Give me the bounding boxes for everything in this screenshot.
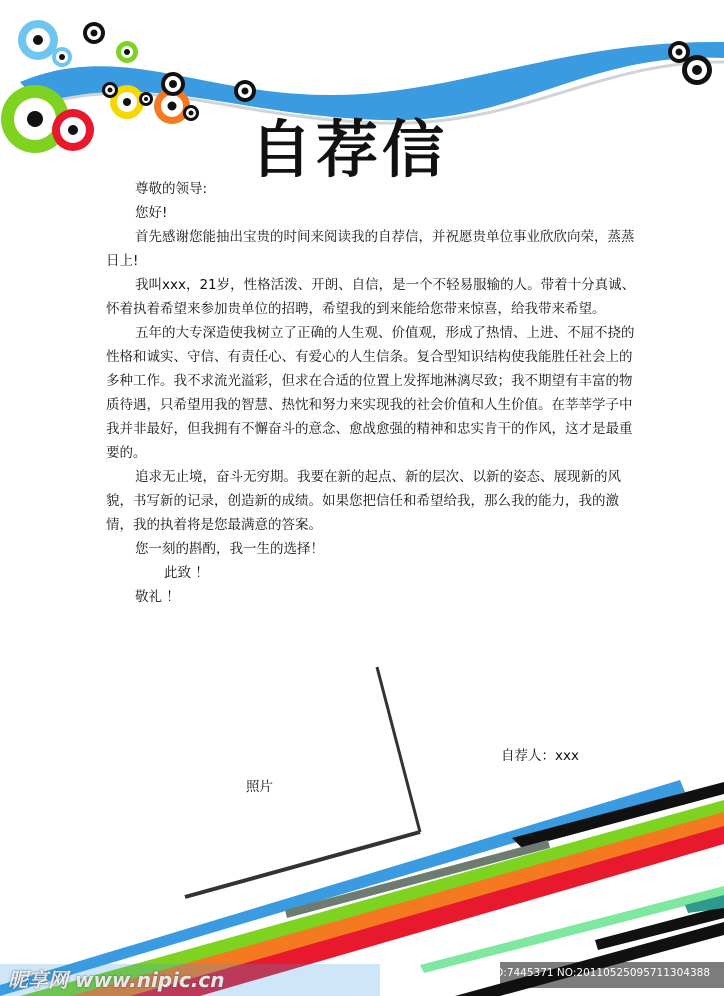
letter-salutation: 尊敬的领导:: [135, 181, 208, 197]
letter-closing-2: 敬礼 ！: [135, 589, 180, 605]
letter-paragraph-1: 首先感谢您能抽出宝贵的时间来阅读我的自荐信，并祝愿贵单位事业欣欣向荣，蒸蒸日上!: [106, 229, 635, 269]
page-title: 自荐信: [250, 113, 449, 186]
photo-label: 照片: [246, 779, 273, 795]
letter-paragraph-5: 您一刻的斟酌，我一生的选择！: [135, 541, 324, 557]
letter-body: [106, 177, 636, 609]
photo-frame: [185, 667, 420, 897]
letter-paragraph-3: 五年的大专深造使我树立了正确的人生观、价值观，形成了热情、上进、不屈不挠的性格和诚实、守信、有责任心、有爱心的人生信条。复合型知识结构使我能胜任社会上的多种工作。我不求流光溢彩，但求在合适的位置上发挥地淋漓尽致；我不期望有丰富的物质待遇，只希望用我的智慧、热忱和努力来实现我的社会价值和人生价值。在莘莘学子中我并非最好，但我拥有不懈奋斗的意念、愈战愈强的精神和忠实肯干的作风，这才是最重要的。: [106, 325, 635, 461]
site-watermark: 昵享网 www.nipic.cn: [8, 968, 225, 992]
letter-paragraph-2: 我叫xxx，21岁，性格活泼、开朗、自信，是一个不轻易服输的人。带着十分真诚、怀着执着希望来参加贵单位的招聘，希望我的到来能给您带来惊喜，给我带来希望。: [106, 277, 636, 317]
image-id-text: ID:7445371 NO:20110525095711304388: [492, 967, 710, 979]
letter-paragraph-4: 追求无止境，奋斗无穷期。我要在新的起点、新的层次、以新的姿态、展现新的风貌，书写新的记录，创造新的成绩。如果您把信任和希望给我，那么我的能力，我的激情，我的执着将是您最满意的答案。: [106, 469, 621, 533]
letter-greeting: 您好!: [135, 205, 168, 221]
letter-closing-1: 此致 ！: [164, 565, 209, 581]
signature: 自荐人：xxx: [501, 748, 579, 764]
